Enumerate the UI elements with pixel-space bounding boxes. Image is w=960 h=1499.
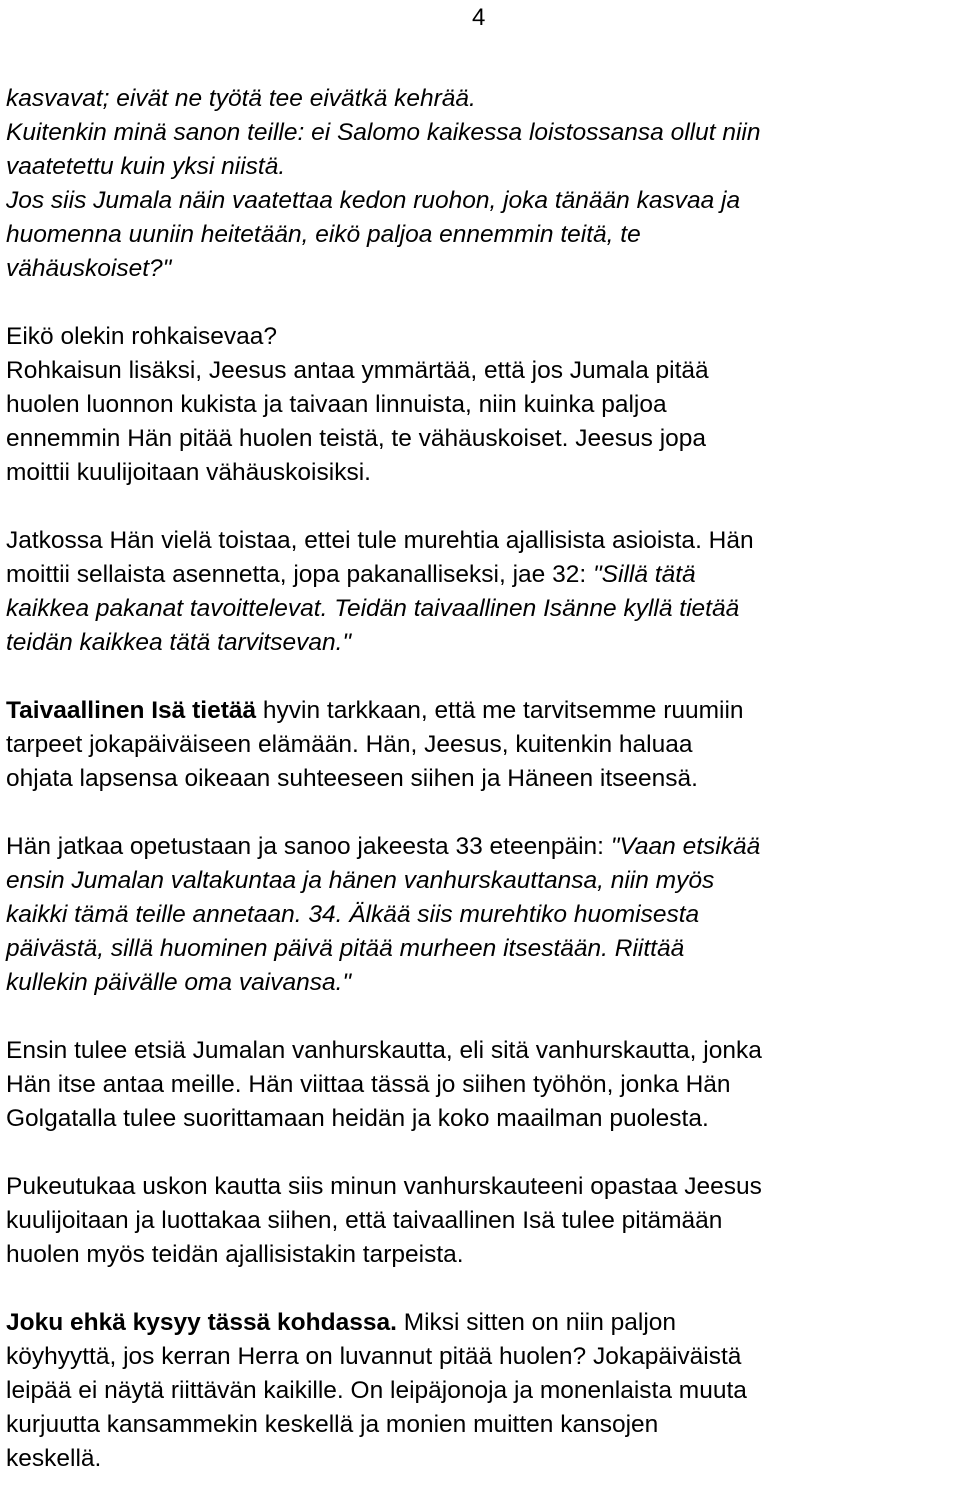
text-line (6, 694, 956, 728)
text-segment: moittii sellaista asennetta, jopa pakanalliseksi, jae 32: (6, 561, 593, 588)
paragraph-clothe-yourselves (6, 1170, 956, 1272)
text-line: keskellä. (6, 1445, 102, 1472)
text-line: ohjata lapsensa oikeaan suhteeseen siihen ja Häneen itseensä. (6, 765, 698, 792)
document-body (6, 82, 956, 1476)
text-line: Golgatalla tulee suorittamaan heidän ja koko maailman puolesta. (6, 1105, 709, 1132)
text-line: vähäuskoiset?" (6, 255, 172, 282)
text-line: Rohkaisun lisäksi, Jeesus antaa ymmärtää, että jos Jumala pitää (6, 357, 709, 384)
text-line: leipää ei näytä riittävän kaikille. On leipäjonoja ja monenlaista muuta (6, 1377, 747, 1404)
text-line: köyhyyttä, jos kerran Herra on luvannut pitää huolen? Jokapäiväistä (6, 1343, 742, 1370)
paragraph-scripture-quote (6, 82, 956, 286)
text-line: Pukeutukaa uskon kautta siis minun vanhurskauteeni opastaa Jeesus (6, 1173, 762, 1200)
text-segment: hyvin tarkkaan, että me tarvitsemme ruumiin (256, 697, 744, 724)
paragraph-encouragement (6, 320, 956, 490)
text-line: Hän itse antaa meille. Hän viittaa tässä jo siihen työhön, jonka Hän (6, 1071, 731, 1098)
text-line: tarpeet jokapäiväiseen elämään. Hän, Jeesus, kuitenkin haluaa (6, 731, 693, 758)
paragraph-question (6, 1306, 956, 1476)
text-line: ensin Jumalan valtakuntaa ja hänen vanhurskauttansa, niin myös (6, 867, 715, 894)
text-line: huomenna uuniin heitetään, eikö paljoa ennemmin teitä, te (6, 221, 641, 248)
text-segment: Hän jatkaa opetustaan ja sanoo jakeesta 33 eteenpäin: (6, 833, 611, 860)
text-line: kasvavat; eivät ne työtä tee eivätkä kehrää. (6, 85, 476, 112)
bold-segment: Taivaallinen Isä tietää (6, 697, 257, 724)
text-line: Kuitenkin minä sanon teille: ei Salomo kaikessa loistossansa ollut niin (6, 119, 761, 146)
text-line (6, 558, 956, 592)
text-line: teidän kaikkea tätä tarvitsevan." (6, 629, 352, 656)
paragraph-righteousness (6, 1034, 956, 1136)
quote-segment: "Sillä tätä (592, 561, 696, 588)
text-line: Eikö olekin rohkaisevaa? (6, 323, 278, 350)
text-line: vaatetettu kuin yksi niistä. (6, 153, 286, 180)
text-line: päivästä, sillä huominen päivä pitää murheen itsestään. Riittää (6, 935, 685, 962)
text-line: huolen luonnon kukista ja taivaan linnuista, niin kuinka paljoa (6, 391, 667, 418)
text-line: kuulijoitaan ja luottakaa siihen, että taivaallinen Isä tulee pitämään (6, 1207, 723, 1234)
text-line (6, 1306, 956, 1340)
text-line: Jos siis Jumala näin vaatettaa kedon ruohon, joka tänään kasvaa ja (6, 187, 741, 214)
paragraph-continuation (6, 524, 956, 660)
paragraph-verse-33 (6, 830, 956, 1000)
page-number: 4 (472, 4, 486, 31)
text-line (6, 830, 956, 864)
text-line: Jatkossa Hän vielä toistaa, ettei tule murehtia ajallisista asioista. Hän (6, 527, 754, 554)
text-segment: Miksi sitten on niin paljon (396, 1309, 677, 1336)
text-line: ennemmin Hän pitää huolen teistä, te vähäuskoiset. Jeesus jopa (6, 425, 707, 452)
text-line: kaikki tämä teille annetaan. 34. Älkää siis murehtiko huomisesta (6, 901, 700, 928)
text-line: kurjuutta kansammekin keskellä ja monien muitten kansojen (6, 1411, 659, 1438)
text-line: kullekin päivälle oma vaivansa." (6, 969, 352, 996)
text-line: huolen myös teidän ajallisistakin tarpeista. (6, 1241, 464, 1268)
text-line: moittii kuulijoitaan vähäuskoisiksi. (6, 459, 371, 486)
paragraph-heavenly-father (6, 694, 956, 796)
text-line: Ensin tulee etsiä Jumalan vanhurskautta, eli sitä vanhurskautta, jonka (6, 1037, 762, 1064)
bold-segment: Joku ehkä kysyy tässä kohdassa. (6, 1309, 397, 1336)
text-line: kaikkea pakanat tavoittelevat. Teidän taivaallinen Isänne kyllä tietää (6, 595, 740, 622)
quote-segment: "Vaan etsikää (610, 833, 761, 860)
